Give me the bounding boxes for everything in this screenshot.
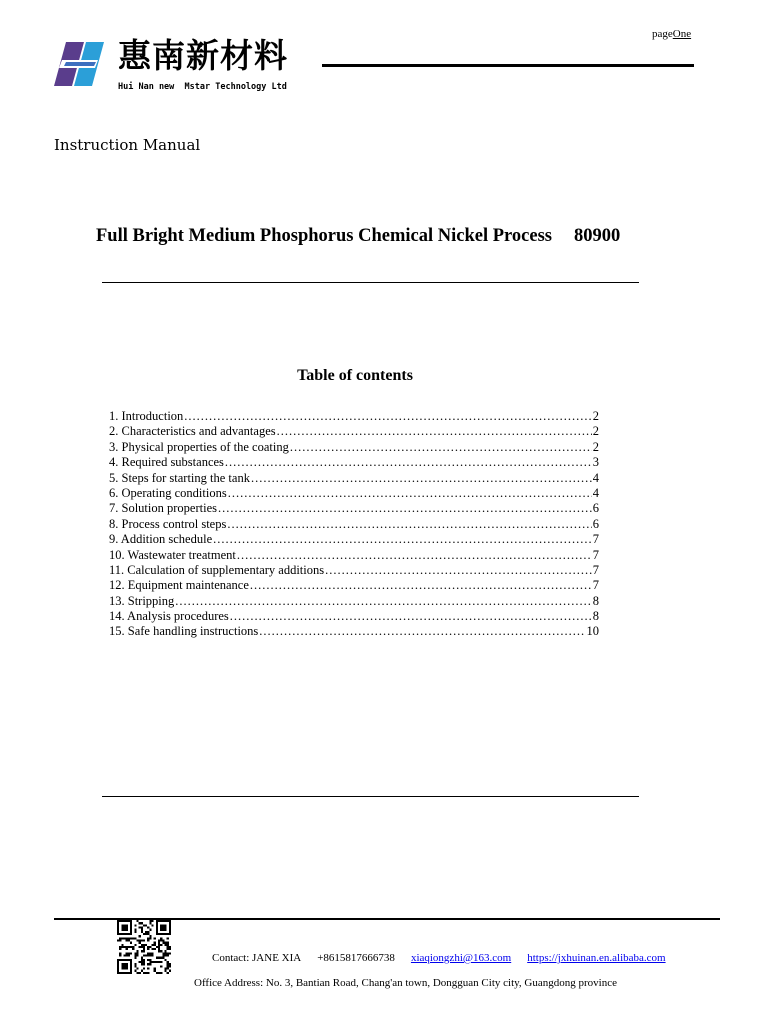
toc-item[interactable] <box>109 532 599 547</box>
product-code: 80900 <box>574 226 621 246</box>
toc-leader <box>290 440 592 455</box>
toc-item[interactable] <box>109 424 599 439</box>
page-indicator <box>652 27 691 41</box>
office-address: Office Address: No. 3, Bantian Road, Chang'an town, Dongguan City city, Guangdong province <box>194 977 617 989</box>
toc-item-title: 12. Equipment maintenance <box>109 578 249 593</box>
company-name-english: Hui Nan new Mstar Technology Ltd <box>118 82 287 92</box>
toc-item[interactable] <box>109 609 599 624</box>
toc-item-page: 4 <box>592 470 599 485</box>
page-number: One <box>672 28 692 40</box>
content-bottom-rule <box>102 796 639 797</box>
toc-item-title: 13. Stripping <box>109 593 175 608</box>
contact-phone: +8615817666738 <box>317 952 395 964</box>
toc-leader <box>250 578 592 593</box>
toc-item-page: 7 <box>592 532 599 547</box>
toc-item-page: 6 <box>592 501 599 516</box>
hn-logo-icon <box>52 38 112 90</box>
toc-item-title: 14. Analysis procedures <box>109 609 229 624</box>
toc-item-title: 1. Introduction <box>109 409 184 423</box>
contact-line <box>212 951 666 965</box>
toc-leader <box>325 563 592 578</box>
page-prefix: page <box>652 28 673 40</box>
toc-leader <box>184 409 591 424</box>
toc-item[interactable] <box>109 578 599 593</box>
document-title <box>96 224 620 248</box>
toc-item-page: 8 <box>592 593 599 608</box>
toc-item-page: 10 <box>586 624 599 639</box>
toc-item-page: 2 <box>592 439 599 454</box>
toc-item-page: 3 <box>592 455 599 470</box>
email-link[interactable]: xiaqiongzhi@163.com <box>410 952 512 964</box>
qr-code-icon <box>116 920 172 974</box>
toc-list <box>109 409 599 640</box>
title-text: Full Bright Medium Phosphorus Chemical Nickel Process <box>96 226 552 246</box>
toc-item-page: 2 <box>592 409 599 423</box>
toc-leader <box>213 532 592 547</box>
toc-item[interactable] <box>109 440 599 455</box>
toc-item-page: 7 <box>592 547 599 562</box>
toc-item[interactable] <box>109 594 599 609</box>
toc-leader <box>259 624 585 639</box>
website-link[interactable]: https://jxhuinan.en.alibaba.com <box>527 952 666 964</box>
toc-item[interactable] <box>109 624 599 639</box>
toc-item-title: 2. Characteristics and advantages <box>109 424 276 439</box>
toc-leader <box>277 424 592 439</box>
toc-item-title: 7. Solution properties <box>109 501 217 516</box>
toc-item-page: 7 <box>592 562 599 577</box>
toc-item[interactable] <box>109 548 599 563</box>
toc-item[interactable] <box>109 563 599 578</box>
toc-item[interactable] <box>109 486 599 501</box>
toc-item-title: 3. Physical properties of the coating <box>109 439 289 454</box>
toc-item[interactable] <box>109 471 599 486</box>
company-name-chinese: 惠南新材料 <box>118 36 288 75</box>
manual-label: Instruction Manual <box>54 136 201 154</box>
toc-leader <box>230 609 592 624</box>
title-rule <box>102 282 639 283</box>
toc-item-title: 9. Addition schedule <box>109 532 213 547</box>
toc-leader <box>175 594 591 609</box>
toc-item-page: 7 <box>592 578 599 593</box>
toc-leader <box>225 455 592 470</box>
toc-leader <box>228 486 592 501</box>
toc-item-title: 10. Wastewater treatment <box>109 547 236 562</box>
toc-item[interactable] <box>109 517 599 532</box>
toc-leader <box>227 517 591 532</box>
toc-item-title: 11. Calculation of supplementary additions <box>109 562 325 577</box>
toc-item[interactable] <box>109 409 599 424</box>
toc-item-page: 6 <box>592 516 599 531</box>
header-rule <box>322 64 694 67</box>
toc-item-page: 2 <box>592 424 599 439</box>
toc-item-page: 4 <box>592 485 599 500</box>
toc-leader <box>237 548 592 563</box>
toc-item-title: 6. Operating conditions <box>109 485 227 500</box>
toc-item[interactable] <box>109 501 599 516</box>
toc-item-title: 4. Required substances <box>109 455 224 470</box>
toc-leader <box>251 471 592 486</box>
toc-item-title: 5. Steps for starting the tank <box>109 470 250 485</box>
toc-item-title: 15. Safe handling instructions <box>109 624 259 639</box>
contact-name: Contact: JANE XIA <box>212 952 302 964</box>
toc-leader <box>218 501 592 516</box>
toc-item-page: 8 <box>592 609 599 624</box>
toc-heading: Table of contents <box>297 367 413 384</box>
toc-item[interactable] <box>109 455 599 470</box>
toc-item-title: 8. Process control steps <box>109 516 227 531</box>
